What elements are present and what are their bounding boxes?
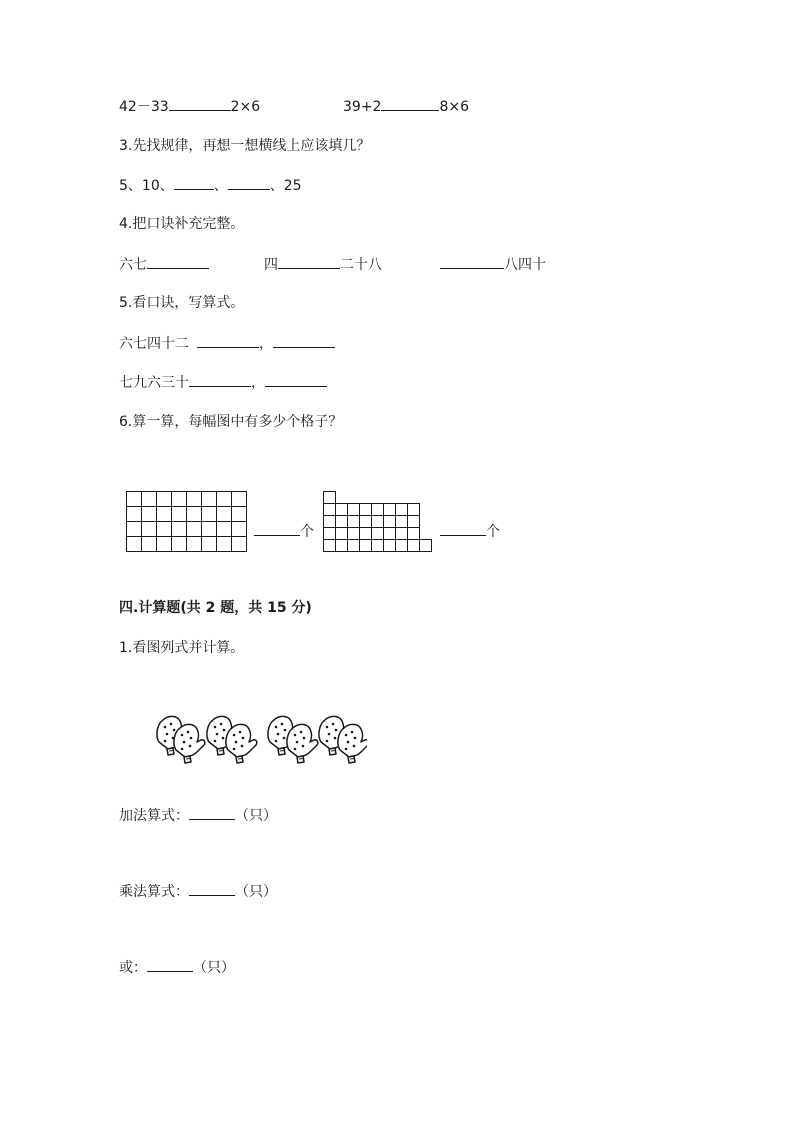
sequence-row bbox=[119, 175, 302, 196]
answer-blank[interactable] bbox=[278, 254, 340, 269]
answer-blank[interactable] bbox=[147, 254, 209, 269]
answer-blank[interactable] bbox=[254, 521, 300, 536]
answer-blank[interactable] bbox=[197, 333, 259, 348]
compare-left-rhs: 2×6 bbox=[230, 99, 261, 115]
rhyme-item-2-prefix: 四 bbox=[264, 257, 278, 273]
mittens-illustration bbox=[152, 710, 367, 765]
answer-blank[interactable] bbox=[189, 805, 235, 820]
answer-blank[interactable] bbox=[169, 96, 231, 111]
rhyme-item-3 bbox=[440, 254, 546, 275]
formula-row-2 bbox=[119, 372, 327, 393]
multiplication-label: 乘法算式： bbox=[119, 884, 189, 900]
compare-right-expr: 39+2 bbox=[343, 99, 382, 115]
answer-blank[interactable] bbox=[273, 333, 335, 348]
answer-blank[interactable] bbox=[189, 881, 235, 896]
addition-row bbox=[119, 805, 277, 826]
question-3-title: 3.先找规律，再想一想横线上应该填几？ bbox=[119, 138, 371, 154]
compare-right-rhs: 8×6 bbox=[439, 99, 469, 115]
section-4-question-1-title: 1.看图列式并计算。 bbox=[119, 640, 245, 656]
answer-blank[interactable] bbox=[147, 957, 193, 972]
unit-label: 个 bbox=[300, 524, 314, 540]
compare-left-expr: 42－33 bbox=[119, 99, 169, 115]
rhyme-item-2 bbox=[264, 254, 382, 275]
answer-blank[interactable] bbox=[381, 96, 439, 111]
grid-figure-1 bbox=[126, 491, 249, 553]
sequence-start: 5、10、 bbox=[119, 178, 174, 194]
formula-row-1 bbox=[119, 333, 335, 354]
alternative-label: 或： bbox=[119, 960, 147, 976]
addition-label: 加法算式： bbox=[119, 808, 189, 824]
question-4-title: 4.把口诀补充完整。 bbox=[119, 216, 245, 232]
compare-row bbox=[119, 96, 260, 117]
comma: ， bbox=[251, 375, 265, 391]
rhyme-item-3-suffix: 八四十 bbox=[504, 257, 546, 273]
question-5-title: 5.看口诀，写算式。 bbox=[119, 295, 245, 311]
rhyme-item-1-text: 六七 bbox=[119, 257, 147, 273]
answer-blank[interactable] bbox=[228, 175, 270, 190]
mitten-pair-2 bbox=[207, 716, 257, 763]
grid-figure-2 bbox=[323, 491, 436, 553]
compare-row-right bbox=[343, 96, 469, 117]
section-4-title: 四.计算题(共 2 题，共 15 分) bbox=[119, 600, 312, 616]
sequence-sep: 、 bbox=[269, 178, 284, 194]
sequence-end: 25 bbox=[283, 178, 302, 194]
mitten-pair-1 bbox=[157, 716, 205, 763]
formula-row-1-label: 六七四十二 bbox=[119, 336, 189, 352]
grid-1-answer bbox=[254, 521, 314, 542]
mitten-pair-4 bbox=[319, 716, 367, 763]
answer-blank[interactable] bbox=[440, 521, 486, 536]
formula-row-2-label: 七九六三十 bbox=[119, 375, 189, 391]
unit-label: （只） bbox=[193, 960, 235, 976]
grid-2-answer bbox=[440, 521, 500, 542]
rhyme-item-2-suffix: 二十八 bbox=[340, 257, 382, 273]
answer-blank[interactable] bbox=[189, 372, 251, 387]
rhyme-item-1 bbox=[119, 254, 209, 275]
answer-blank[interactable] bbox=[174, 175, 214, 190]
answer-blank[interactable] bbox=[265, 372, 327, 387]
unit-label: 个 bbox=[486, 524, 500, 540]
multiplication-row bbox=[119, 881, 277, 902]
sequence-sep: 、 bbox=[213, 178, 228, 194]
comma: ， bbox=[259, 336, 273, 352]
unit-label: （只） bbox=[235, 884, 277, 900]
alternative-row bbox=[119, 957, 235, 978]
unit-label: （只） bbox=[235, 808, 277, 824]
mitten-pair-3 bbox=[268, 716, 318, 763]
answer-blank[interactable] bbox=[440, 254, 504, 269]
question-6-title: 6.算一算，每幅图中有多少个格子？ bbox=[119, 414, 343, 430]
